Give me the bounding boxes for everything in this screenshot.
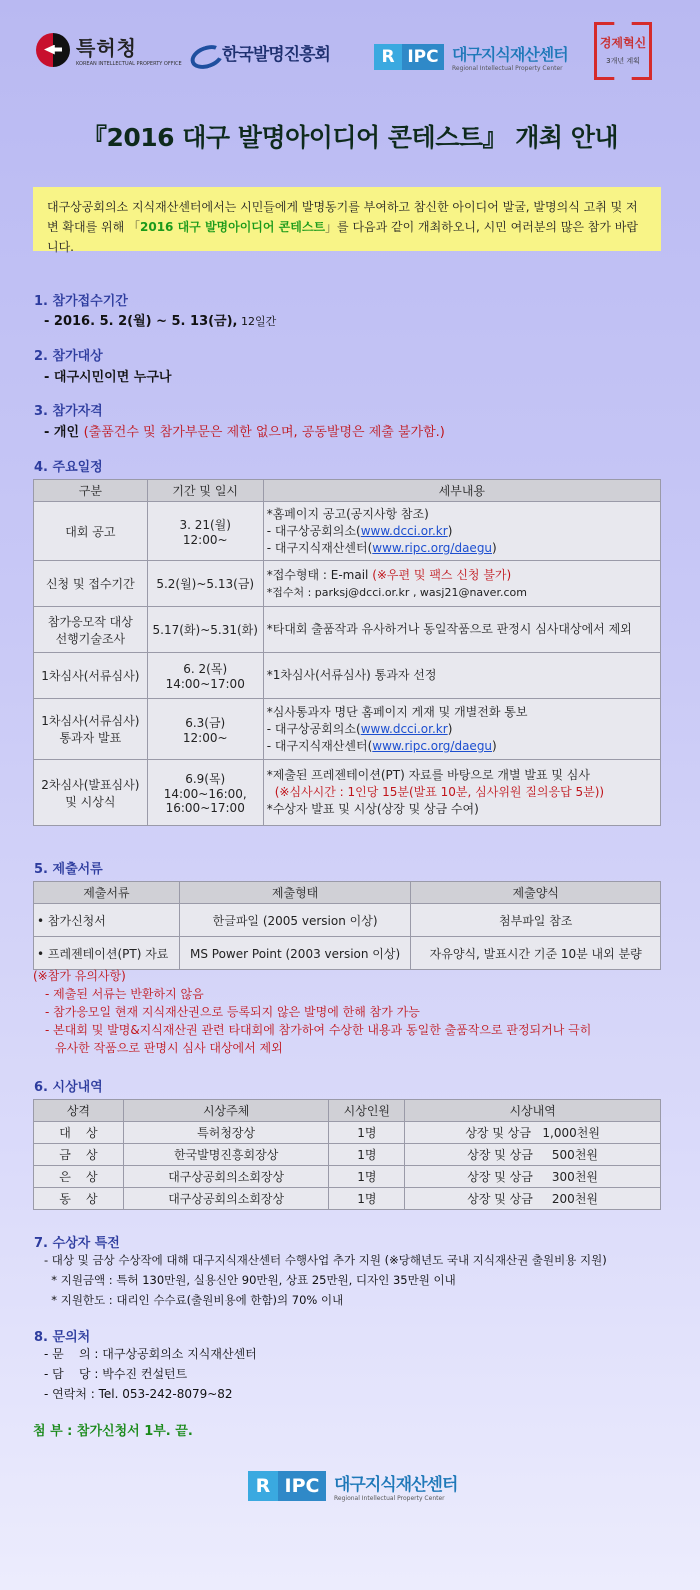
section-3-title: 3. 참가자격 — [34, 404, 103, 419]
table-row: 1차심사(서류심사) 6. 2(목) 14:00~17:00 *1차심사(서류심사) 통과자 선정 — [34, 653, 661, 699]
section-8-text: - 문 의 : 대구상공회의소 지식재산센터 - 담 당 : 박수진 컨설턴트 - 연락처 : Tel. 053-242-8079~82 — [44, 1347, 257, 1401]
table-header: 제출양식 — [411, 882, 661, 904]
table-row: 참가응모작 대상 선행기술조사 5.17(화)~5.31(화) *타대회 출품작과 유사하거나 동일작품으로 판정시 심사대상에서 제외 — [34, 607, 661, 653]
attachment-note: 첨 부 : 참가신청서 1부. 끝. — [33, 1424, 193, 1439]
table-row: 신청 및 접수기간 5.2(월)~5.13(금) *접수형태 : E-mail (※우편 및 팩스 신청 불가) *접수처 : parksj@dcci.or.kr , wasj21@naver.com — [34, 561, 661, 607]
ripc-badge-icon: R IPC — [374, 44, 444, 70]
footer-ripc-logo: R IPC 대구지식재산센터 Regional Intellectual Property Center — [248, 1470, 457, 1502]
table-row: 2차심사(발표심사) 및 시상식 6.9(목) 14:00~16:00, 16:00~17:00 *제출된 프레젠테이션(PT) 자료를 바탕으로 개별 발표 및 심사 (※심사시간 : 1인당 15분(발표 10분, 심사위원 질의응답 5분)) *수상자 발표 및 시상(상장 및 상금 수여) — [34, 760, 661, 826]
page-title: 『2016 대구 발명아이디어 콘테스트』 개최 안내 — [82, 123, 618, 152]
table-header: 시상인원 — [329, 1100, 405, 1122]
kipo-sub: KOREAN INTELLECTUAL PROPERTY OFFICE — [76, 61, 182, 67]
table-header: 제출형태 — [179, 882, 411, 904]
table-row: 동 상 대구상공회의소회장상 1명 상장 및 상금 200천원 — [34, 1188, 661, 1210]
section-1-title: 1. 참가접수기간 — [34, 294, 128, 309]
section-8-title: 8. 문의처 — [34, 1330, 91, 1345]
ripc-sub: Regional Intellectual Property Center — [452, 65, 563, 72]
section-3-text: - 개인 (출품건수 및 참가부문은 제한 없으며, 공동발명은 제출 불가함.) — [44, 425, 445, 440]
awards-table — [33, 1099, 661, 1210]
kipo-name: 특허청 — [76, 36, 137, 60]
table-header: 시상내역 — [405, 1100, 661, 1122]
header-logos — [0, 18, 700, 88]
table-row: 금 상 한국발명진흥회장상 1명 상장 및 상금 500천원 — [34, 1144, 661, 1166]
section-6-title: 6. 시상내역 — [34, 1080, 103, 1095]
kipa-emblem-icon — [190, 42, 218, 64]
table-header: 상격 — [34, 1100, 124, 1122]
participation-notes: (※참가 유의사항) - 제출된 서류는 반환하지 않음 - 참가응모일 현재 지식재산권으로 등록되지 않은 발명에 한해 참가 가능 - 본대회 및 발명&지식재산권 관련 타대회에 참가하여 수상한 내용과 동일한 출품작으로 판정되거나 극히 유사한 작품으로 판명시 심사 대상에서 제외 — [33, 969, 592, 1055]
ripc-link[interactable]: www.ripc.org/daegu — [372, 540, 493, 555]
kipo-emblem-icon — [36, 33, 70, 67]
section-4-title: 4. 주요일정 — [34, 460, 103, 475]
frame-icon — [594, 22, 652, 80]
table-row: 대회 공고 3. 21(월) 12:00~ *홈페이지 공고(공지사항 참조) - 대구상공회의소(www.dcci.or.kr) - 대구지식재산센터(www.ripc.org/daegu) — [34, 502, 661, 561]
table-header: 세부내용 — [263, 480, 660, 502]
table-header: 구분 — [34, 480, 148, 502]
schedule-table — [33, 479, 661, 826]
documents-table — [33, 881, 661, 970]
intro-box: 대구상공회의소 지식재산센터에서는 시민들에게 발명동기를 부여하고 참신한 아이디어 발굴, 발명의식 고취 및 저변 확대를 위해 「2016 대구 발명아이디어 콘테스트」를 다음과 같이 개최하오니, 시민 여러분의 많은 참가 바랍니다. — [33, 187, 661, 251]
table-header: 시상주체 — [123, 1100, 329, 1122]
ripc-logo — [374, 42, 568, 72]
dcci-link[interactable]: www.dcci.or.kr — [360, 523, 448, 538]
ripc-link[interactable]: www.ripc.org/daegu — [372, 738, 493, 753]
table-header: 제출서류 — [34, 882, 180, 904]
table-row: 은 상 대구상공회의소회장상 1명 상장 및 상금 300천원 — [34, 1166, 661, 1188]
ripc-badge-icon: R IPC — [248, 1471, 326, 1501]
kipo-logo — [36, 32, 182, 67]
kipa-name: 한국발명진흥회 — [222, 45, 330, 65]
table-row: 대 상 특허청장상 1명 상장 및 상금 1,000천원 — [34, 1122, 661, 1144]
section-2-text: - 대구시민이면 누구나 — [44, 370, 172, 385]
kipa-logo — [190, 40, 330, 65]
econ-innovation-logo: 경제혁신 3개년 계획 — [594, 22, 652, 80]
section-2-title: 2. 참가대상 — [34, 349, 103, 364]
section-5-title: 5. 제출서류 — [34, 862, 103, 877]
dcci-link[interactable]: www.dcci.or.kr — [360, 721, 448, 736]
table-row: • 참가신청서 한글파일 (2005 version 이상) 첨부파일 참조 — [34, 904, 661, 937]
table-row: 1차심사(서류심사) 통과자 발표 6.3(금) 12:00~ *심사통과자 명단 홈페이지 게재 및 개별전화 통보 - 대구상공회의소(www.dcci.or.kr) - 대구지식재산센터(www.ripc.org/daegu) — [34, 699, 661, 760]
table-row: • 프레젠테이션(PT) 자료 MS Power Point (2003 version 이상) 자유양식, 발표시간 기준 10분 내외 분량 — [34, 937, 661, 970]
section-1-period: - 2016. 5. 2(월) ~ 5. 13(금), 12일간 — [44, 314, 277, 329]
ripc-name: 대구지식재산센터 — [452, 45, 568, 64]
section-7-title: 7. 수상자 특전 — [34, 1236, 120, 1251]
table-header: 기간 및 일시 — [147, 480, 263, 502]
section-7-text: - 대상 및 금상 수상작에 대해 대구지식재산센터 수행사업 추가 지원 (※당해년도 국내 지식재산권 출원비용 지원) * 지원금액 : 특허 130만원, 실용신안 90만원, 상표 25만원, 디자인 35만원 이내 * 지원한도 : 대리인 수수료(출원비용에 한함)의 70% 이내 — [44, 1253, 607, 1307]
